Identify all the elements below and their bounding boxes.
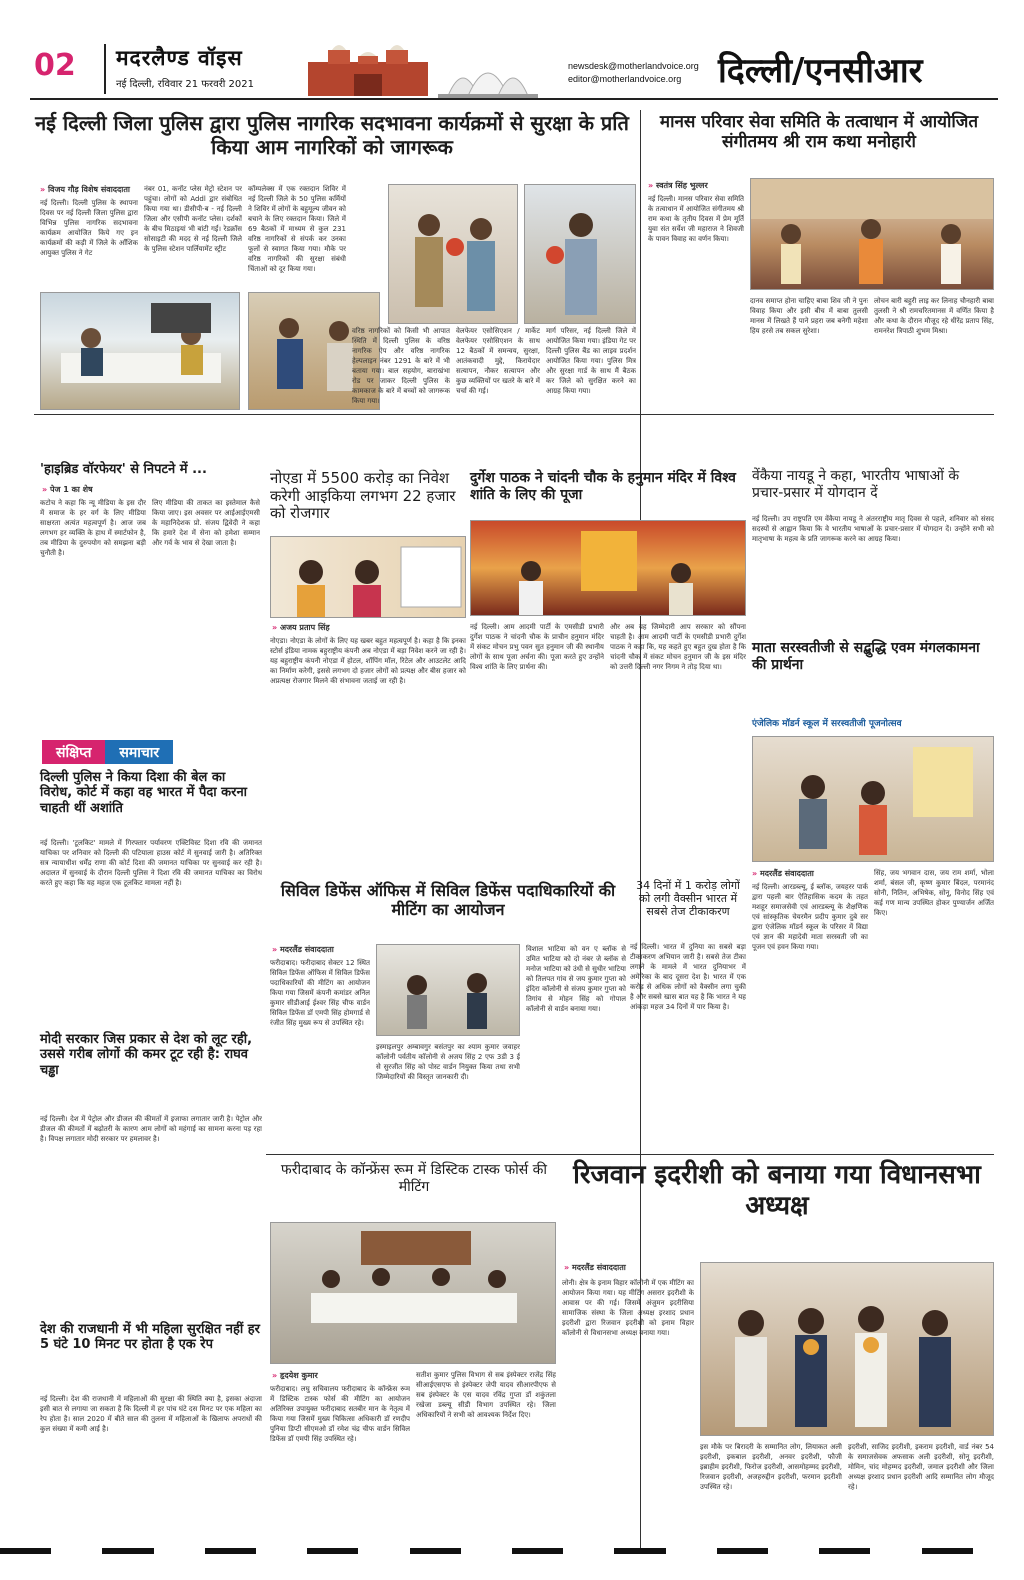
faridabad-headline: फरीदाबाद के कॉन्फ्रेंस रूम में डिस्टिक टास्क फोर्स की मीटिंग <box>280 1162 548 1195</box>
paper-name: मदरलैण्ड वॉइस <box>116 45 243 70</box>
photo-illustration <box>751 179 994 290</box>
brief-tag-1: संक्षिप्त <box>42 740 105 764</box>
newsdesk-email[interactable]: newsdesk@motherlandvoice.org <box>568 61 699 71</box>
civil-text-col1: फरीदाबाद। फरीदाबाद सेक्टर 12 स्थित सिविल डिफेंस ऑफिस में सिविल डिफेंस पदाधिकारियों की मीटिंग का आयोजन किया गया जिसमें कंपनी कमांडर अनिल कुमार सीडीआई ईश्वर सिंह चीफ वार्डन सिविल डिफेंस डॉ एमपी सिंह होमगार्ड से रंजीत सिंह मुख्य रूप से उपस्थित रहे। <box>270 959 370 1027</box>
page-number: 02 <box>34 48 76 83</box>
civil-byline: » मदरलैंड संवाददाता <box>272 944 334 955</box>
saraswati-text-col1: नई दिल्ली। आरडब्ल्यू, ई ब्लॉक, जयहरर पार्क द्वारा पहली बार ऐतिहासिक कदम के तहत मशहूर समाजसेवी एवं आरडब्ल्यू के शैक्षणिक एवं सांस्कृतिक चेयरमैन प्रदीप कुमार दुबे सर द्वारा एंजेलिक मॉडर्न स्कूल के परिसर में विद्या एवं ज्ञान की महादेवी माता सरस्वती जी का पूजन एवं हवन किया गया। <box>752 883 868 951</box>
hybrid-headline: 'हाइब्रिड वॉरफेयर' से निपटने में ... <box>40 462 207 477</box>
police-text-col2: नंबर 01, कनॉट प्लेस मेट्रो स्टेशन पर पहुंचा। लोगों को Addl द्वार संबोधित किया गया था। डीसीपी-ब - नई दिल्ली जिला और एसीपी कनॉट प्लेस। दर्शकों के बीच मिठाइयां भी बांटी गईं। रेडक्रॉस सोसाइटी की मदद से नई दिल्ली जिले के पुलिस स्टेशन पार्लियामेंट स्ट्रीट <box>144 185 242 253</box>
durgesh-temple-photo <box>470 520 746 616</box>
vaccine-headline: 34 दिनों में 1 करोड़ लोगों को लगी वैक्सीन भारत में सबसे तेज टीकाकरण <box>636 879 740 918</box>
hybrid-text-col1: कटोच ने कहा कि न्यू मीडिया के इस दौर में समाज के हर वर्ग के लिए मीडिया साक्षरता अत्यंत महत्वपूर्ण है। आज जब लगभग हर व्यक्ति के हाथ में स्मार्टफोन है, तब मीडिया के दुरुपयोग को समझना बड़ी चुनौती है। <box>40 499 146 557</box>
email-block <box>568 60 699 86</box>
civil-headline: सिविल डिफेंस ऑफिस में सिविल डिफेंस पदाधिकारियों की मीटिंग का आयोजन <box>280 881 616 919</box>
venkaiah-headline: वेंकैया नायडू ने कहा, भारतीय भाषाओं के प्रचार-प्रसार में योगदान दें <box>752 468 960 501</box>
police-meeting-photo <box>40 292 240 410</box>
monuments-illustration <box>298 40 558 98</box>
vaccine-text: नई दिल्ली। भारत में दुनिया का सबसे बड़ा टीकाकरण अभियान जारी है। सबसे तेज टीका लगाने के मामले में भारत दुनियाभर में अमेरिका के बाद दूसरा देश है। भारत में एक करोड़ से अधिक लोगों को वैक्सीन लगा चुकी है और सबसे खास बात यह है कि भारत ने यह आंकड़ा महज 34 दिनों में पार किया है। <box>630 943 746 1011</box>
photo-illustration <box>525 185 636 324</box>
police-woman-photo <box>524 184 636 324</box>
ramkatha-byline: » स्वतंत्र सिंह भुल्लर <box>648 180 708 191</box>
faridabad-text-col1: फरीदाबाद। लघु सचिवालय फरीदाबाद के कॉन्फ्रेंस रूम में डिस्टिक टास्क फोर्स की मीटिंग का आयोजन अतिरिक्त उपायुक्त फरीदाबाद सतबीर मान के नेतृत्व में किया गया जिसमें मुख्य चिकित्सा अधिकारी डॉ रणदीप पुनिया डिप्टी सीएमओ डॉ रमेश चंद्र चीफ वार्डन सिविल डिफेंस डॉ एमपी सिंह उपस्थित रहे। <box>270 1385 410 1443</box>
horizontal-rule <box>266 1154 994 1155</box>
rizwan-text-col2: इस मौके पर बिरादरी के सम्मानित लोग, लियाकत अली इदरीशी, इकबाल इदरीशी, अनवर इदरीशी, फौजी इब्राहीम इदरीशी, फिरोज इदरीशी, आसमोहम्मद इदरीशी, रिजवान इदरीशी, अजहरुद्दीन इदरीशी, फरमान इदरीशी उपस्थित रहे। <box>700 1443 842 1491</box>
police-text-col5: वेलफेयर एसोसिएशन / मार्केट वेलफेयर एसोसिएशन के साथ 12 बैठकों में समन्वय, सुरक्षा, आतंकवादी मुद्दे, किरायेदार सत्यापन, नौकर सत्यापन और कुछ व्यक्तियों पर खतरे के बारे में चर्चा की गई। <box>456 327 540 395</box>
civil-text-col2: विशाल भाटिया को वन ए ब्लॉक से उमित भाटिया को दो नंबर जे ब्लॉक से मनोज भाटिया को उंधी से सुधीर भाटिया को तिलपत गांव से जय कुमार गुप्ता को इंदिरा कॉलोनी से संजय कुमार गुप्ता को तिगांव से मोहन सिंह को गोपाल कॉलोनी से वार्डन बनाया गया। <box>526 945 626 1013</box>
saraswati-headline: माता सरस्वतीजी से सद्बुद्धि एवम मंगलकामना की प्रार्थना <box>752 640 980 673</box>
photo-illustration <box>701 1263 994 1436</box>
brief-tag-2: समाचार <box>105 740 173 764</box>
police-text-col3: कॉम्पलेक्स में एक रक्तदान शिविर में नई दिल्ली जिले के 50 पुलिस कर्मियों ने शिविर में लोगों के बहुमूल्य जीवन को बचाने के लिए रक्तदान किया। जिले में 69 बैठकों में माध्यम से कुल 231 वरिष्ठ नागरिकों से संपर्क कर उनका फूलों से स्वागत किया गया। मौके पर वरिष्ठ नागरिकों की सुरक्षा संबंधी चिंताओं को दूर किया गया। <box>248 185 346 273</box>
noida-headline: नोएडा में 5500 करोड़ का निवेश करेगी आइकिया लगभग 22 हजार को रोजगार <box>270 469 456 523</box>
civil-text-col3: इस्माइलपुर अम्बावगुर बसंतपुर का श्याम कुमार जवाहर कॉलोनी पर्वतीय कॉलोनी से अजय सिंह 2 एफ 3डी 3 ई से सुरजीत सिंह को पोस्ट वार्डन नियुक्त किया तथा सभी जिम्मेदारियों की विस्तृत जानकारी दी। <box>376 1043 520 1081</box>
brief1-headline: दिल्ली पुलिस ने किया दिशा की बेल का विरोध, कोर्ट में कहा वह भारत में पैदा करना चाहती थीं अशांति <box>40 770 248 816</box>
editor-email[interactable]: editor@motherlandvoice.org <box>568 74 682 84</box>
police-text-col4: वरिष्ठ नागरिकों को किसी भी आपात स्थिति में दिल्ली पुलिस के वरिष्ठ नागरिक ऐप और वरिष्ठ नागरिक हेल्पलाइन नंबर 1291 के बारे में भी बताया गया। बाल सहयोग, बाराखंभा रोड पर जाकर दिल्ली पुलिस के कामकाज के बारे में बच्चों को जागरूक किया गया। <box>352 327 450 405</box>
rizwan-headline: रिजवान इदरीशी को बनाया गया विधानसभा अध्यक्ष <box>573 1160 981 1221</box>
rizwan-text-col1: लोनी। क्षेत्र के इनाम विहार कॉलोनी में एक मीटिंग का आयोजन किया गया। यह मीटिंग असरार इदरीशी के आवास पर की गई। जिसमें अंजुमन इदरीसिया सामाजिक संस्था के जिला अध्यक्ष इरशाद प्रधान इदरीशी द्वारा रिजवान इदरीशी को इनाम विहार कॉलोनी से विधानसभा अध्यक्ष बनाया गया। <box>562 1279 694 1337</box>
durgesh-text-col1: नई दिल्ली। आम आदमी पार्टी के एमसीडी प्रभारी दुर्गेश पाठक ने चांदनी चौक के प्राचीन हनुमान मंदिर में संकट मोचन प्रभु पवन सुत हनुमान जी की स्थानीय लोगों के साथ पूजा अर्चना की। पूजा करते हुए उन्होंने विश्व शांति के लिए प्रार्थना की। <box>470 623 604 671</box>
brief1-text: नई दिल्ली। 'टूलकिट' मामले में गिरफ्तार पर्यावरण एक्टिविस्ट दिशा रवि की जमानत याचिका पर शनिवार को दिल्ली की पटियाला हाउस कोर्ट में सुनवाई जारी है। अतिरिक्त सत्र न्यायाधीश धर्मेंद्र राणा की कोर्ट दिशा की जमानत याचिका पर सुनवाई कर रही है। अदालत में सुनवाई के दौरान दिल्ली पुलिस ने दिशा रवि की जमानत याचिका का विरोध करते हुए कहा कि यह महज एक टूलकिट मामला नहीं है। <box>40 839 262 887</box>
photo-illustration <box>389 185 518 324</box>
photo-illustration <box>471 521 746 616</box>
print-color-bar <box>0 1548 1024 1554</box>
police-flower-photo <box>388 184 518 324</box>
noida-text: नोएडा। नोएडा के लोगों के लिए यह खबर बहुत महत्वपूर्ण है। कहा है कि इनका स्टोर्स इंडिया नामक बहुराष्ट्रीय कंपनी अब नोएडा में बड़ा निवेश करने जा रही है। यह बहुराष्ट्रीय कंपनी नोएडा में होटल, शॉपिंग मॉल, रिटेल और आउटलेट आदि का निर्माण करेगी, इससे लगभग दो हजार लोगों को प्रत्यक्ष और बीस हजार को अप्रत्यक्ष रोजगार मिलने की संभावना जताई जा रही है। <box>270 637 466 685</box>
ramkatha-headline: मानस परिवार सेवा समिति के तत्वाधान में आयोजित संगीतमय श्री राम कथा मनोहारी <box>659 112 979 153</box>
civil-meeting-photo <box>376 944 520 1036</box>
police-byline: » विजय गौड़ विशेष संवाददाता <box>40 184 130 195</box>
rizwan-felicitation-photo <box>700 1262 994 1436</box>
ramkatha-text-col3: लोचन बारी बहुरी लाइ कर लिनाह चौनहारी बाबा तुलसी ने श्री रामचरितमानस में वर्णित किया है और कथा के दौरान मौजूद रहे धीरेंद्र प्रताप सिंह, रामनरेश त्रिपाठी शुभम मिश्रा। <box>874 297 994 335</box>
ramkatha-photo <box>750 178 994 290</box>
ramkatha-text-col2: दानव समाप्त होना चाहिए बाबा शिव जी ने पुनः विवाह किया और इसी बीच में बाबा तुलसी मानस में लिखते हैं पाने प्रहरा जब बनेगी महेशा हिय हरसे तब सकल सुरेशा। <box>750 297 868 335</box>
police-text-col1: नई दिल्ली। दिल्ली पुलिस के स्थापना दिवस पर नई दिल्ली जिला पुलिस द्वारा विभिन्न पुलिस नागरिक सदभावना कार्यक्रम आयोजित किये गए इन कार्यक्रमों की कड़ी में जिले के आँशिक आयुक्त पुलिस ने गेट <box>40 199 138 257</box>
faridabad-meeting-photo <box>270 1222 556 1364</box>
police-text-col6: मार्ग परिसर, नई दिल्ली जिले में आयोजित किया गया। इंडिया गेट पर दिल्ली पुलिस बैंड का लाइव प्रदर्शन आयोजित किया गया। पुलिस मित्र और सुरक्षा गार्ड के साथ मैं बैठक कर जिले को सुरक्षित करने का आग्रह किया गया। <box>546 327 636 395</box>
masthead-divider <box>104 44 106 94</box>
police-headline: नई दिल्ली जिला पुलिस द्वारा पुलिस नागरिक सदभावना कार्यक्रमों से सुरक्षा के प्रति किया आम नागरिकों को जागरूक <box>35 111 629 159</box>
section-title: दिल्ली/एनसीआर <box>718 51 923 91</box>
ramkatha-text-col1: नई दिल्ली। मानस परिवार सेवा समिति के तत्वाधान में आयोजित संगीतमय श्री राम कथा के तृतीय दिवस में प्रेम मूर्ति युवा संत सर्वेश जी महाराज ने शिवजी के पावन विवाह का वर्णन किया। <box>648 195 744 243</box>
faridabad-byline: » हृदयेश कुमार <box>272 1370 318 1381</box>
brief-tag <box>42 740 173 764</box>
hybrid-page-ref: » पेज 1 का शेष <box>42 484 93 495</box>
rizwan-byline: » मदरलैंड संवाददाता <box>564 1262 626 1273</box>
photo-illustration <box>377 945 520 1036</box>
brief2-text: नई दिल्ली। देश में पेट्रोल और डीजल की कीमतों में इजाफा लगातार जारी है। पेट्रोल और डीजल की कीमतों में बढ़ोतरी के कारण आम लोगों को महंगाई का सामना करना पड़ रहा है। विपक्ष लगातार मोदी सरकार पर हमलावर है। <box>40 1115 262 1143</box>
dateline: नई दिल्ली, रविवार 21 फरवरी 2021 <box>116 79 255 90</box>
durgesh-text-col2: और अब यह जिम्मेदारी आप सरकार को सौंपना चाहती है। आम आदमी पार्टी के एमसीडी प्रभारी दुर्गेश पाठक ने कहा कि, यह कहते हुए बहुत दुख होता है कि चांदनी चौक में संकट मोचन हनुमान जी के इस मंदिर को उत्तरी दिल्ली नगर निगम ने तोड़ दिया था। <box>610 623 746 671</box>
durgesh-headline: दुर्गेश पाठक ने चांदनी चौक के हनुमान मंदिर में विश्व शांति के लिए की पूजा <box>470 470 736 503</box>
brief3-headline: देश की राजधानी में भी महिला सुरक्षित नहीं हर 5 घंटे 10 मिनट पर होता है एक रेप <box>40 1322 260 1353</box>
saraswati-byline: » मदरलैंड संवाददाता <box>752 868 814 879</box>
rizwan-text-col3: इदरीशी, साजिद इदरीशी, इकराम इदरीशी, वार्ड नंबर 54 के समाजसेवक अफसाक अली इदरीशी, सोनू इदरीशी, मोमिन, चांद मोहम्मद इदरीशी, जमाल इदरीशी और जिला अध्यक्ष इरशाद प्रधान इदरीशी आदि सम्मानित लोग मौजूद रहे। <box>848 1443 994 1491</box>
saraswati-subhead: एंजेलिक मॉडर्न स्कूल में सरस्वतीजी पूजनोत्सव <box>752 719 902 729</box>
photo-illustration <box>271 537 466 618</box>
saraswati-puja-photo <box>752 736 994 862</box>
noida-byline: » अजय प्रताप सिंह <box>272 622 330 633</box>
faridabad-text-col2: सतीश कुमार पुलिस विभाग से सब इंस्पेक्टर राजेंद्र सिंह सीआईएसएफ से इंस्पेक्टर जेपी यादव सीआरपीएफ से सब इंस्पेक्टर के एस यादव रविंद्र गुप्ता डॉ शकुंतला रखेजा डब्ल्यू सीडी विभाग उपस्थित रहे। जिला अधिकारियों ने सभी को आवश्यक निर्देश दिए। <box>416 1371 556 1419</box>
masthead <box>30 38 998 100</box>
horizontal-rule <box>34 414 994 415</box>
photo-illustration <box>753 737 994 862</box>
noida-photo <box>270 536 466 618</box>
hybrid-text-col2: लिए मीडिया की ताकत का इस्तेमाल कैसे किया जाए। इस अवसर पर आईआईएमसी के महानिदेशक प्रो. संजय द्विवेदी ने कहा कि हमारे देश में सेना को हमेशा सम्मान और गर्व के भाव से देखा जाता है। <box>152 499 260 547</box>
photo-illustration <box>271 1223 556 1364</box>
brief3-text: नई दिल्ली। देश की राजधानी में महिलाओं की सुरक्षा की स्थिति क्या है, इसका अंदाजा इसी बात से लगाया जा सकता है कि दिल्ली में हर पांच घंटे दस मिनट पर एक महिला का रेप होता है। साल 2020 में बीते साल की तुलना में महिलाओं के खिलाफ अपराधों की कुल संख्या में कमी आई है। <box>40 1395 262 1433</box>
saraswati-text-col2: सिंह, जय भगवान दास, जय राम शर्मा, भोला शर्मा, बंसल जी, कृष्ण कुमार बिंदल, परमानंद सोनी, नितिन, अभिषेक, सोनू, विनोद सिंह एवं कई गण मान्य उपस्थित होकर पुण्यार्जन अर्जित किए। <box>874 869 994 917</box>
venkaiah-text: नई दिल्ली। उप राष्ट्रपति एम वेंकैया नायडू ने अंतरराष्ट्रीय मातृ दिवस से पहले, शनिवार को संसद सदस्यों से आह्वान किया कि वे भारतीय भाषाओं के प्रचार-प्रसार में योगदान दें। उन्होंने सभी को मातृभाषा के महत्व के प्रति जागरूक करने का आग्रह किया। <box>752 515 994 543</box>
photo-illustration <box>41 293 240 410</box>
brief2-headline: मोदी सरकार जिस प्रकार से देश को लूट रही, उससे गरीब लोगों की कमर टूट रही है: राघव चड्ढा <box>40 1032 253 1078</box>
